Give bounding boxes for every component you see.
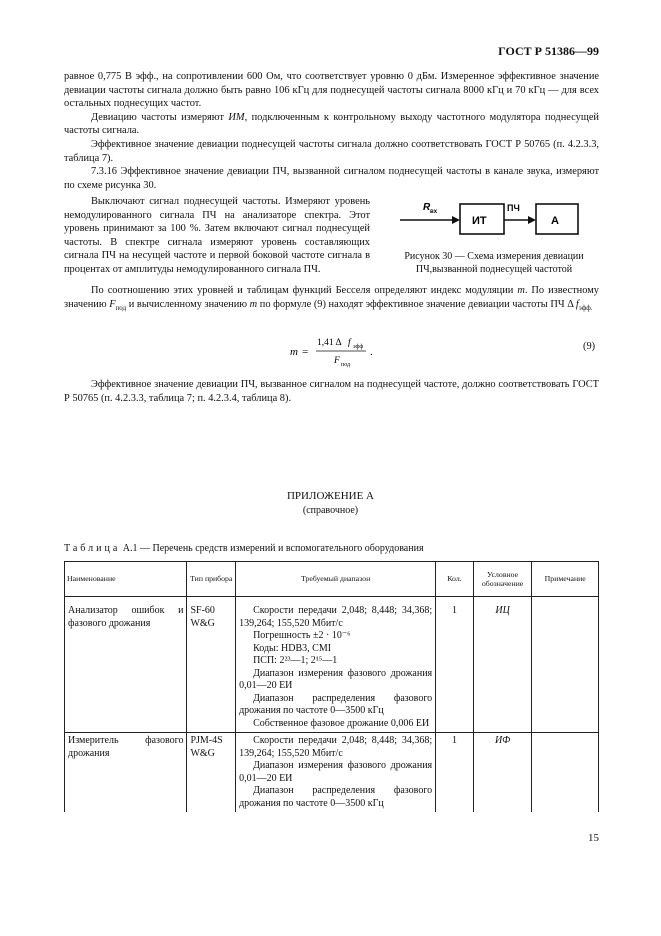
cell-name: Анализатор ошибок и фазового дрожания	[65, 597, 187, 733]
formula-lhs: m	[290, 346, 298, 358]
table-row	[65, 733, 599, 813]
paragraph-3: Эффективное значение девиации поднесущей частоты сигнала должно соответствовать ГОСТ Р 50765 (п. 4.2.3.3, таблица 7).	[64, 138, 599, 164]
paragraph-1: равное 0,775 В эфф., на сопротивлении 600 Ом, что соответствует уровню 0 дБм. Измеренное эффективное значение девиации частоты сигнала должно быть равно 106 кГц для поднесущей частоты сигнала 8000 кГц и 70 кГц — для всех остальных поднесущих частот.	[64, 71, 599, 110]
paragraph-4: 7.3.16 Эффективное значение девиации ПЧ, вызванной сигналом поднесущей частоты в канале звука, измеряют по схеме рисунка 30.	[64, 166, 599, 191]
formula-dot: .	[370, 346, 373, 358]
paragraph-5: Выключают сигнал поднесущей частоты. Измеряют уровень немодулированного сигнала ПЧ на анализаторе спектра. Этот уровень принимают за 100 %. Затем включают сигнал поднесущей частоты. В спектре сигнала измеряют уровень составляющих сигнала ПЧ на несущей частоте и первой боковой частоте сигнала в процентах от амплитуды немодулированного сигнала ПЧ.	[64, 196, 370, 275]
block-diagram	[390, 192, 600, 252]
arrow-1	[452, 216, 460, 224]
formula-coef: 1,41 Δ	[317, 338, 342, 348]
range-line: Диапазон распределения фазового дрожания по частоте 0—3500 кГц	[239, 692, 433, 716]
cell-type: PJM-4S W&G	[187, 733, 236, 813]
box-it-label: ИТ	[472, 215, 487, 227]
mid-label: ПЧ	[507, 203, 520, 213]
arrow-2	[528, 216, 536, 224]
range-line: Диапазон измерения фазового дрожания 0,01—20 ЕИ	[239, 667, 433, 691]
paragraph-7: Эффективное значение девиации ПЧ, вызванное сигналом на поднесущей частоте, должно соответствовать ГОСТ Р 50765 (п. 4.2.3.3, таблица 7; п. 4.2.3.4, таблица 8).	[64, 379, 599, 404]
cell-range	[236, 597, 436, 733]
input-sub: вх	[430, 209, 438, 215]
header-qty: Кол.	[436, 562, 474, 597]
equipment-table	[64, 561, 599, 812]
cell-name: Измеритель фазового дрожания	[65, 733, 187, 813]
range-line: Погрешность ±2 · 10⁻⁶	[253, 630, 351, 641]
appendix-subtitle: (справочное)	[302, 505, 359, 516]
table-caption: Таблица А.1 — Перечень средств измерений и вспомогательного оборудования	[64, 543, 424, 554]
cell-note	[532, 597, 599, 733]
cell-range	[236, 733, 436, 813]
cell-type: SF-60 W&G	[187, 597, 236, 733]
paragraph-6: По соотношению этих уровней и таблицам функций Бесселя определяют индекс модуляции m. По известному значению $F_{под}$ и вычисленному значению m по формуле (9) находят эффективное значение девиации частоты ПЧ Δ $f_{эфф.}$	[64, 285, 599, 312]
formula-F: F	[334, 356, 340, 366]
range-line: Скорости передачи 2,048; 8,448; 34,368; 139,264; 155,520 Мбит/с	[239, 735, 433, 759]
body-text-top	[64, 70, 599, 192]
formula-9	[290, 333, 400, 372]
formula-svg	[290, 333, 400, 369]
formula-f: f	[348, 338, 351, 348]
box-a-label: А	[551, 215, 559, 227]
formula-F-sub: под	[341, 362, 351, 368]
page-number: 15	[588, 832, 599, 844]
range-line: ПСП: 2²³—1; 2¹⁵—1	[253, 655, 338, 666]
table-row	[65, 597, 599, 733]
formula-f-sub: эфф	[353, 344, 364, 350]
equation-number: (9)	[583, 341, 596, 352]
formula-eq: =	[302, 346, 309, 358]
cell-code: ИЦ	[473, 597, 532, 733]
range-line: Коды: HDB3, CMI	[253, 642, 332, 654]
table-header-row	[65, 562, 599, 597]
header-range: Требуемый диапазон	[236, 562, 436, 597]
header-code: Условное обозначение	[473, 562, 532, 597]
input-label: R	[423, 202, 431, 213]
range-line: Скорости передачи 2,048; 8,448; 34,368; 139,264; 155,520 Мбит/с	[239, 605, 433, 629]
paragraph-6-block	[64, 284, 599, 315]
cell-qty: 1	[436, 733, 474, 813]
paragraph-7-block	[64, 378, 599, 405]
document-header: ГОСТ Р 51386—99	[498, 44, 599, 58]
cell-code: ИФ	[473, 733, 532, 813]
header-name: Наименование	[65, 562, 187, 597]
range-line: Диапазон измерения фазового дрожания 0,01—20 ЕИ	[239, 760, 433, 784]
figure-caption: Рисунок 30 — Схема измерения девиации ПЧ,вызванной поднесущей частотой	[404, 251, 584, 275]
range-line: Собственное фазовое дрожание 0,006 ЕИ	[253, 717, 430, 729]
cell-qty: 1	[436, 597, 474, 733]
appendix-title: ПРИЛОЖЕНИЕ А	[286, 490, 374, 502]
paragraph-5-column	[64, 195, 370, 277]
cell-note	[532, 733, 599, 813]
range-line: Диапазон распределения фазового дрожания по частоте 0—3500 кГц	[239, 785, 433, 809]
header-note: Примечание	[532, 562, 599, 597]
header-type: Тип прибора	[187, 562, 236, 597]
paragraph-2: Девиацию частоты измеряют ИМ, подключенным к контрольному выходу частотного модулятора поднесущей частоты сигнала.	[64, 111, 599, 137]
